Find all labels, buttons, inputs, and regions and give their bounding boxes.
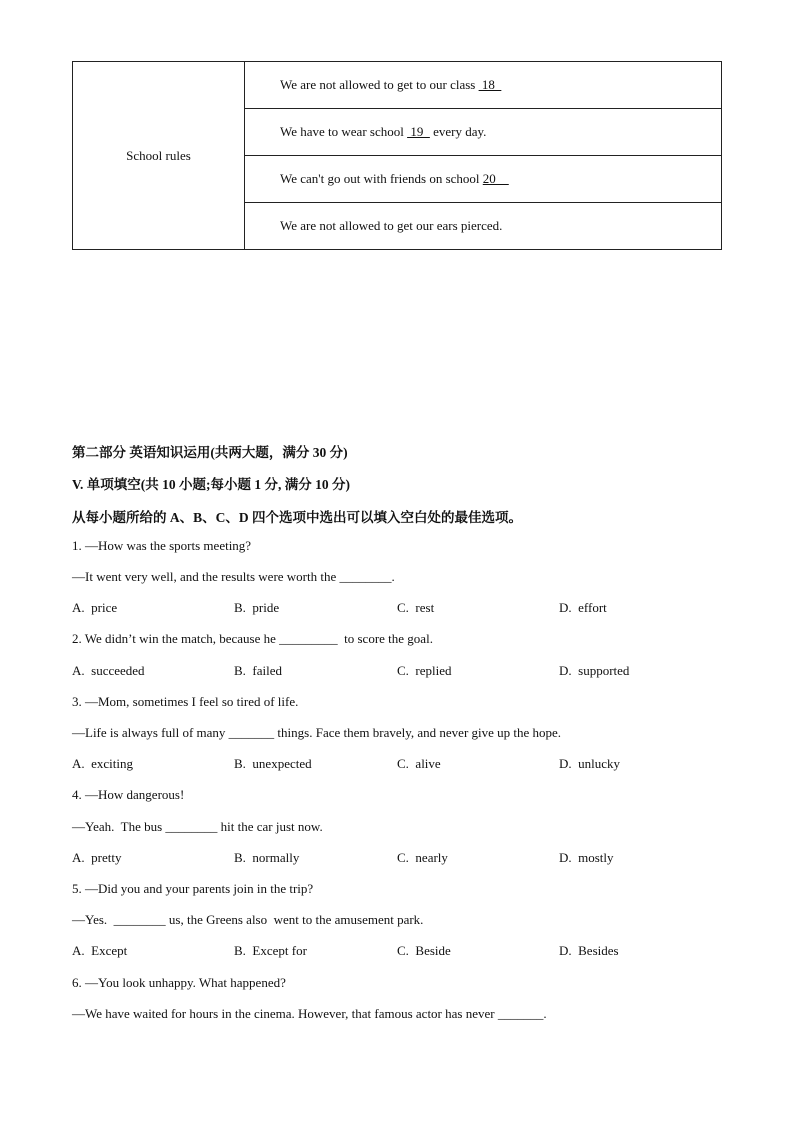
option-c: C. alive bbox=[397, 756, 441, 771]
question-stem: —It went very well, and the results were worth the ________. bbox=[72, 569, 395, 584]
blank-20: 20 bbox=[482, 171, 509, 186]
option-a: A. price bbox=[72, 600, 118, 615]
question-stem: 2. We didn’t win the match, because he _________ to score the goal. bbox=[72, 631, 433, 646]
rule-row bbox=[245, 62, 722, 109]
rule-row bbox=[245, 156, 722, 203]
option-c: C. replied bbox=[397, 663, 452, 678]
option-d: D. mostly bbox=[559, 850, 614, 865]
option-b: B. failed bbox=[234, 663, 283, 678]
option-d: D. effort bbox=[559, 600, 607, 615]
rule-text: We are not allowed to get to our class bbox=[280, 77, 479, 92]
option-b: B. pride bbox=[234, 600, 280, 615]
option-c: C. nearly bbox=[397, 850, 448, 865]
part-title: 第二部分 英语知识运用(共两大题，满分 30 分) bbox=[72, 445, 348, 460]
question-stem: 3. —Mom, sometimes I feel so tired of life. bbox=[72, 694, 299, 709]
option-b: B. Except for bbox=[234, 943, 307, 958]
option-d: D. unlucky bbox=[559, 756, 621, 771]
question-stem: —We have waited for hours in the cinema. However, that famous actor has never _______. bbox=[72, 1006, 547, 1021]
question-stem: 4. —How dangerous! bbox=[72, 787, 185, 802]
question-stem: —Yes. ________ us, the Greens also went to the amusement park. bbox=[72, 912, 424, 927]
option-b: B. unexpected bbox=[234, 756, 312, 771]
question-stem: 1. —How was the sports meeting? bbox=[72, 538, 252, 553]
rule-text: We have to wear school bbox=[280, 124, 408, 139]
option-a: A. pretty bbox=[72, 850, 122, 865]
school-rules-label: School rules bbox=[73, 62, 245, 250]
option-d: D. supported bbox=[559, 663, 630, 678]
blank-19: 19 bbox=[407, 124, 430, 139]
option-c: C. Beside bbox=[397, 943, 451, 958]
school-rules-table bbox=[72, 61, 722, 250]
rule-row: We have to wear school 19 every day. bbox=[245, 109, 722, 156]
option-c: C. rest bbox=[397, 600, 435, 615]
option-a: A. exciting bbox=[72, 756, 134, 771]
question-stem: 5. —Did you and your parents join in the trip? bbox=[72, 881, 314, 896]
option-a: A. Except bbox=[72, 943, 128, 958]
rule-text: We are not allowed to get our ears pierced. bbox=[280, 218, 503, 233]
instruction: 从每小题所给的 A、B、C、D 四个选项中选出可以填入空白处的最佳选项。 bbox=[72, 510, 523, 525]
option-d: D. Besides bbox=[559, 943, 619, 958]
blank-18: 18 bbox=[478, 77, 502, 92]
question-stem: —Yeah. The bus ________ hit the car just now. bbox=[72, 819, 323, 834]
question-stem: 6. —You look unhappy. What happened? bbox=[72, 975, 286, 990]
option-b: B. normally bbox=[234, 850, 300, 865]
section-title: V. 单项填空(共 10 小题;每小题 1 分, 满分 10 分) bbox=[72, 477, 350, 492]
rule-text: We can't go out with friends on school bbox=[280, 171, 483, 186]
rule-row bbox=[245, 203, 722, 250]
option-a: A. succeeded bbox=[72, 663, 145, 678]
question-stem: —Life is always full of many _______ things. Face them bravely, and never give up the hope. bbox=[72, 725, 562, 740]
